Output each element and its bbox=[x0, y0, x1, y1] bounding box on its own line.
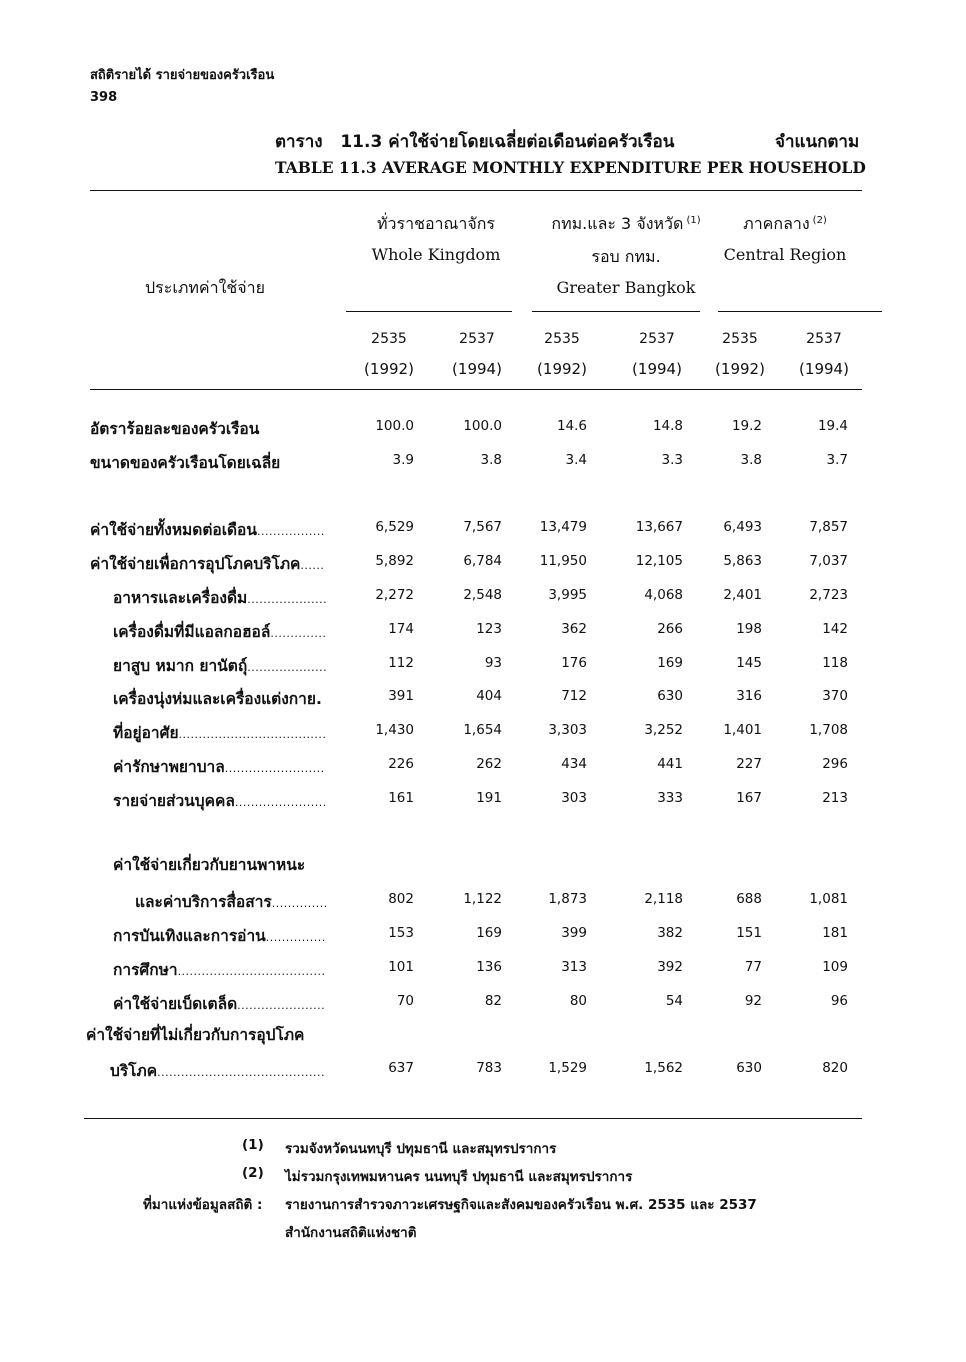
row-value: 434 bbox=[561, 756, 587, 772]
table-row bbox=[0, 585, 966, 609]
year-header-en: (1992) bbox=[364, 360, 414, 378]
row-value: 382 bbox=[657, 925, 683, 941]
footnote-1-text: รวมจังหวัดนนทบุรี ปทุมธานี และสมุทรปราการ bbox=[285, 1141, 557, 1157]
year-header-th: 2537 bbox=[459, 331, 495, 347]
row-value: 2,272 bbox=[375, 587, 414, 603]
footnote-ref-1: (1) bbox=[686, 214, 701, 226]
row-label-text: การศึกษา bbox=[113, 961, 178, 979]
row-value: 688 bbox=[736, 891, 762, 907]
group-header-greater-bangkok bbox=[536, 206, 716, 297]
row-value: 303 bbox=[561, 790, 587, 806]
row-value: 13,479 bbox=[539, 519, 587, 535]
row-value: 1,122 bbox=[463, 891, 502, 907]
row-value: 370 bbox=[822, 688, 848, 704]
row-label bbox=[90, 416, 259, 441]
row-value: 783 bbox=[476, 1060, 502, 1076]
row-value: 77 bbox=[744, 959, 762, 975]
row-value: 14.6 bbox=[556, 418, 587, 434]
row-label-text: ยาสูบ หมาก ยานัตถุ์ bbox=[113, 657, 248, 675]
title-prefix: ตาราง bbox=[275, 132, 323, 152]
row-value: 174 bbox=[388, 621, 414, 637]
row-value: 1,873 bbox=[548, 891, 587, 907]
row-value: 5,892 bbox=[375, 553, 414, 569]
row-value: 11,950 bbox=[539, 553, 587, 569]
table-row bbox=[0, 720, 966, 744]
row-value: 637 bbox=[388, 1060, 414, 1076]
row-label-text: ที่อยู่อาศัย bbox=[113, 724, 179, 742]
row-label-text: ค่าใช้จ่ายเพื่อการอุปโภคบริโภค bbox=[90, 555, 301, 573]
row-value: 820 bbox=[822, 1060, 848, 1076]
group-th: ภาคกลาง bbox=[743, 214, 810, 233]
source-label: ที่มาแห่งข้อมูลสถิติ : bbox=[143, 1197, 263, 1213]
row-label-text: ขนาดของครัวเรือนโดยเฉลี่ย bbox=[90, 454, 281, 472]
row-value: 14.8 bbox=[652, 418, 683, 434]
row-label-text: เครื่องดื่มที่มีแอลกอฮอล์ bbox=[113, 623, 271, 641]
row-label bbox=[113, 653, 327, 678]
row-label bbox=[110, 1058, 325, 1083]
row-value: 176 bbox=[561, 655, 587, 671]
row-label-text: รายจ่ายส่วนบุคคล bbox=[113, 792, 235, 810]
row-label bbox=[113, 923, 326, 948]
group-header-whole-kingdom bbox=[356, 212, 516, 264]
row-value: 3.8 bbox=[740, 452, 762, 468]
row-value: 54 bbox=[665, 993, 683, 1009]
source-line-2: สำนักงานสถิติแห่งชาติ bbox=[285, 1225, 417, 1241]
row-value: 3.4 bbox=[565, 452, 587, 468]
row-value: 118 bbox=[822, 655, 848, 671]
row-label bbox=[113, 585, 327, 610]
table-row bbox=[0, 686, 966, 710]
row-value: 198 bbox=[736, 621, 762, 637]
table-row bbox=[0, 517, 966, 541]
bottom-rule bbox=[84, 1118, 862, 1119]
row-value: 1,708 bbox=[809, 722, 848, 738]
leader-dots: ................. bbox=[256, 525, 325, 538]
leader-dots: .................... bbox=[247, 661, 328, 674]
year-header-th: 2535 bbox=[722, 331, 758, 347]
top-rule bbox=[90, 190, 862, 191]
row-value: 12,105 bbox=[635, 553, 683, 569]
row-value: 213 bbox=[822, 790, 848, 806]
row-value: 3.7 bbox=[826, 452, 848, 468]
group-en: Greater Bangkok bbox=[556, 278, 696, 297]
year-header-en: (1994) bbox=[632, 360, 682, 378]
row-value: 3,303 bbox=[548, 722, 587, 738]
row-value: 404 bbox=[476, 688, 502, 704]
table-row bbox=[0, 991, 966, 1015]
group-en: Whole Kingdom bbox=[371, 245, 501, 264]
row-label-text: ค่ารักษาพยาบาล bbox=[113, 758, 225, 776]
table-row bbox=[0, 923, 966, 947]
row-value: 167 bbox=[736, 790, 762, 806]
row-value: 1,529 bbox=[548, 1060, 587, 1076]
row-value: 227 bbox=[736, 756, 762, 772]
row-value: 100.0 bbox=[375, 418, 414, 434]
footnote-ref-2: (2) bbox=[812, 214, 827, 226]
group-header-central-region bbox=[710, 206, 860, 264]
table-row bbox=[0, 788, 966, 812]
table-row bbox=[0, 754, 966, 778]
row-value: 169 bbox=[476, 925, 502, 941]
leader-dots: ......................... bbox=[224, 762, 325, 775]
row-value: 82 bbox=[484, 993, 502, 1009]
group-underline-3 bbox=[718, 311, 882, 312]
row-label-text: และค่าบริการสื่อสาร bbox=[135, 893, 272, 911]
row-label-text: อัตราร้อยละของครัวเรือน bbox=[90, 420, 260, 438]
row-value: 13,667 bbox=[635, 519, 683, 535]
row-value: 802 bbox=[388, 891, 414, 907]
row-value: 262 bbox=[476, 756, 502, 772]
row-value: 296 bbox=[822, 756, 848, 772]
row-label bbox=[135, 889, 328, 914]
row-value: 5,863 bbox=[723, 553, 762, 569]
leader-dots: ............... bbox=[265, 931, 326, 944]
row-label-text: การบันเทิงและการอ่าน bbox=[113, 927, 266, 945]
row-label bbox=[113, 852, 305, 877]
row-value: 19.4 bbox=[817, 418, 848, 434]
source-line-1: รายงานการสำรวจภาวะเศรษฐกิจและสังคมของครัวเรือน พ.ศ. 2535 และ 2537 bbox=[285, 1197, 757, 1213]
row-label-text: เครื่องนุ่งห่มและเครื่องแต่งกาย. bbox=[113, 690, 322, 708]
row-label bbox=[113, 788, 327, 813]
row-value: 3,252 bbox=[644, 722, 683, 738]
row-value: 3.9 bbox=[392, 452, 414, 468]
row-value: 19.2 bbox=[731, 418, 762, 434]
row-value: 712 bbox=[561, 688, 587, 704]
leader-dots: ....................... bbox=[234, 796, 327, 809]
table-row bbox=[0, 852, 966, 876]
table-title-english: TABLE 11.3 AVERAGE MONTHLY EXPENDITURE PER HOUSEHOLD bbox=[275, 158, 866, 177]
row-value: 80 bbox=[569, 993, 587, 1009]
row-label bbox=[90, 517, 325, 542]
row-value: 7,857 bbox=[809, 519, 848, 535]
row-value: 1,654 bbox=[463, 722, 502, 738]
row-value: 101 bbox=[388, 959, 414, 975]
row-label bbox=[113, 754, 325, 779]
leader-dots: ...... bbox=[300, 559, 325, 572]
table-row bbox=[0, 889, 966, 913]
row-value: 151 bbox=[736, 925, 762, 941]
table-title-thai bbox=[275, 128, 860, 155]
row-value: 362 bbox=[561, 621, 587, 637]
row-value: 3.3 bbox=[661, 452, 683, 468]
year-header-th: 2535 bbox=[544, 331, 580, 347]
row-value: 191 bbox=[476, 790, 502, 806]
group-th: ทั่วราชอาณาจักร bbox=[376, 214, 496, 233]
row-value: 630 bbox=[657, 688, 683, 704]
row-value: 6,784 bbox=[463, 553, 502, 569]
title-main: 11.3 ค่าใช้จ่ายโดยเฉลี่ยต่อเดือนต่อครัวเรือน bbox=[340, 132, 675, 152]
running-header: สถิติรายได้ รายจ่ายของครัวเรือน bbox=[90, 68, 275, 83]
row-value: 153 bbox=[388, 925, 414, 941]
row-value: 96 bbox=[830, 993, 848, 1009]
table-row bbox=[0, 1022, 966, 1046]
table-row bbox=[0, 416, 966, 440]
leader-dots: .................... bbox=[247, 593, 328, 606]
row-value: 100.0 bbox=[463, 418, 502, 434]
table-row bbox=[0, 619, 966, 643]
row-value: 70 bbox=[396, 993, 414, 1009]
group-th-line2: รอบ กทม. bbox=[591, 247, 661, 266]
year-header-th: 2537 bbox=[639, 331, 675, 347]
row-label bbox=[90, 551, 324, 576]
row-value: 1,401 bbox=[723, 722, 762, 738]
row-value: 313 bbox=[561, 959, 587, 975]
row-label-text: ค่าใช้จ่ายที่ไม่เกี่ยวกับการอุปโภค bbox=[86, 1026, 305, 1044]
row-value: 3,995 bbox=[548, 587, 587, 603]
row-value: 181 bbox=[822, 925, 848, 941]
row-value: 7,037 bbox=[809, 553, 848, 569]
row-value: 1,430 bbox=[375, 722, 414, 738]
group-en: Central Region bbox=[723, 245, 847, 264]
page-number: 398 bbox=[90, 90, 118, 105]
row-value: 316 bbox=[736, 688, 762, 704]
row-label bbox=[113, 686, 322, 711]
row-value: 391 bbox=[388, 688, 414, 704]
leader-dots: .............. bbox=[270, 627, 327, 640]
year-header-en: (1994) bbox=[799, 360, 849, 378]
row-value: 266 bbox=[657, 621, 683, 637]
row-value: 441 bbox=[657, 756, 683, 772]
row-value: 333 bbox=[657, 790, 683, 806]
row-value: 2,548 bbox=[463, 587, 502, 603]
row-value: 1,081 bbox=[809, 891, 848, 907]
row-value: 3.8 bbox=[480, 452, 502, 468]
table-row bbox=[0, 653, 966, 677]
row-label-text: บริโภค bbox=[110, 1062, 158, 1080]
row-value: 109 bbox=[822, 959, 848, 975]
row-label bbox=[113, 957, 325, 982]
row-value: 2,723 bbox=[809, 587, 848, 603]
row-label bbox=[90, 450, 280, 475]
row-value: 145 bbox=[736, 655, 762, 671]
row-value: 112 bbox=[388, 655, 414, 671]
row-value: 6,529 bbox=[375, 519, 414, 535]
row-label bbox=[86, 1022, 304, 1047]
category-column-header: ประเภทค่าใช้จ่าย bbox=[145, 278, 265, 297]
row-value: 226 bbox=[388, 756, 414, 772]
footnote-2-mark: (2) bbox=[242, 1165, 264, 1181]
year-header-en: (1992) bbox=[537, 360, 587, 378]
table-row bbox=[0, 1058, 966, 1082]
row-value: 399 bbox=[561, 925, 587, 941]
leader-dots: ..................................... bbox=[177, 965, 326, 978]
row-value: 123 bbox=[476, 621, 502, 637]
leader-dots: .......................................... bbox=[157, 1066, 325, 1079]
group-underline-1 bbox=[346, 311, 512, 312]
row-label-text: ค่าใช้จ่ายเกี่ยวกับยานพาหนะ bbox=[113, 856, 306, 874]
row-value: 2,118 bbox=[644, 891, 683, 907]
row-label-text: อาหารและเครื่องดื่ม bbox=[113, 589, 248, 607]
row-value: 169 bbox=[657, 655, 683, 671]
row-value: 7,567 bbox=[463, 519, 502, 535]
row-value: 4,068 bbox=[644, 587, 683, 603]
row-value: 2,401 bbox=[723, 587, 762, 603]
table-row bbox=[0, 957, 966, 981]
row-value: 6,493 bbox=[723, 519, 762, 535]
year-header-th: 2535 bbox=[371, 331, 407, 347]
footnote-1-mark: (1) bbox=[242, 1137, 264, 1153]
row-label-text: ค่าใช้จ่ายทั้งหมดต่อเดือน bbox=[90, 521, 257, 539]
row-value: 93 bbox=[484, 655, 502, 671]
header-bottom-rule bbox=[90, 389, 862, 390]
leader-dots: ...................... bbox=[237, 999, 326, 1012]
year-header-en: (1994) bbox=[452, 360, 502, 378]
row-value: 161 bbox=[388, 790, 414, 806]
row-value: 630 bbox=[736, 1060, 762, 1076]
row-label bbox=[113, 619, 326, 644]
row-label bbox=[113, 991, 325, 1016]
table-row bbox=[0, 551, 966, 575]
row-value: 392 bbox=[657, 959, 683, 975]
leader-dots: .............. bbox=[271, 897, 328, 910]
year-header-th: 2537 bbox=[806, 331, 842, 347]
group-underline-2 bbox=[532, 311, 700, 312]
row-value: 92 bbox=[744, 993, 762, 1009]
row-value: 136 bbox=[476, 959, 502, 975]
group-th: กทม.และ 3 จังหวัด bbox=[551, 214, 684, 233]
title-right: จำแนกตาม bbox=[775, 132, 860, 152]
row-value: 142 bbox=[822, 621, 848, 637]
row-value: 1,562 bbox=[644, 1060, 683, 1076]
table-row bbox=[0, 450, 966, 474]
row-label bbox=[113, 720, 326, 745]
leader-dots: ..................................... bbox=[178, 728, 327, 741]
footnote-2-text: ไม่รวมกรุงเทพมหานคร นนทบุรี ปทุมธานี และสมุทรปราการ bbox=[285, 1169, 633, 1185]
year-header-en: (1992) bbox=[715, 360, 765, 378]
row-label-text: ค่าใช้จ่ายเบ็ดเตล็ด bbox=[113, 995, 238, 1013]
